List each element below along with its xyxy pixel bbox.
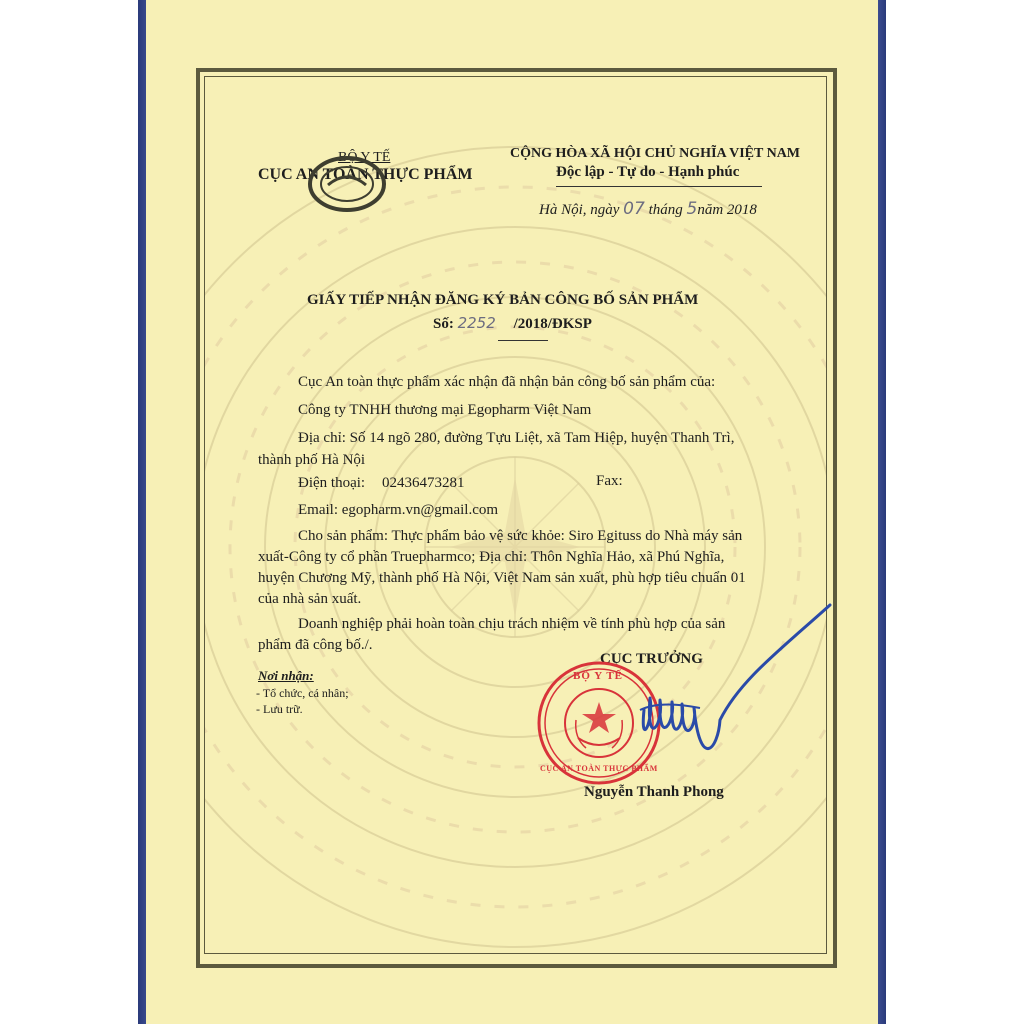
date-day-handwritten: 07 [623, 199, 645, 219]
number-suffix: /2018/ĐKSP [513, 316, 592, 332]
republic-name: CỘNG HÒA XÃ HỘI CHỦ NGHĨA VIỆT NAM [510, 146, 801, 161]
document-number [433, 314, 592, 333]
document-title: GIẤY TIẾP NHẬN ĐĂNG KÝ BẢN CÔNG BỐ SẢN PHẨM [307, 292, 699, 308]
motto-underline [556, 186, 762, 187]
product-line-3: huyện Chương Mỹ, thành phố Hà Nội, Việt Nam sản xuất, phù hợp tiêu chuẩn 01 [258, 570, 746, 586]
recipients-label: Nơi nhận: [258, 668, 314, 683]
scan-edge-right-strip [878, 0, 886, 1024]
department-name: CỤC AN TOÀN THỰC PHẨM [258, 166, 473, 183]
product-line-1: Cho sản phẩm: Thực phẩm bảo vệ sức khỏe: Siro Egituss do Nhà máy sản [298, 528, 743, 544]
recipient-item: - Tổ chức, cá nhân; [256, 686, 349, 700]
recipient-item: - Lưu trữ. [256, 702, 303, 716]
phone-value: 02436473281 [382, 475, 465, 491]
seal-top-text: BỘ Y TẾ [573, 670, 623, 682]
number-handwritten: 2252 [457, 314, 496, 332]
national-motto: Độc lập - Tự do - Hạnh phúc [556, 164, 740, 180]
seal-bottom-text: CỤC AN TOÀN THỰC PHẨM [540, 764, 658, 773]
address-line-1: Địa chỉ: Số 14 ngõ 280, đường Tựu Liệt, xã Tam Hiệp, huyện Thanh Trì, [298, 430, 735, 446]
company-name: Công ty TNHH thương mại Egopharm Việt Nam [298, 402, 592, 418]
scan-margin-left [0, 0, 147, 1024]
product-line-4: của nhà sản xuất. [258, 591, 362, 607]
signature-mark [620, 600, 840, 780]
address-line-2: thành phố Hà Nội [258, 452, 366, 468]
date-prefix: Hà Nội, ngày [539, 202, 620, 218]
ministry-name: BỘ Y TẾ [338, 150, 391, 165]
date-month-word: tháng [648, 202, 683, 218]
responsibility-line-1: Doanh nghiệp phải hoàn toàn chịu trách nhiệm về tính phù hợp của sản [298, 616, 726, 632]
fax-label: Fax: [596, 473, 623, 489]
product-line-2: xuất-Công ty cổ phần Truepharmco; Địa chỉ: Thôn Nghĩa Hảo, xã Phú Nghĩa, [258, 549, 725, 565]
number-label: Số: [433, 316, 454, 332]
email-line: Email: egopharm.vn@gmail.com [298, 502, 499, 518]
signatory-name: Nguyễn Thanh Phong [584, 784, 724, 800]
phone-label: Điện thoại: [298, 475, 366, 491]
responsibility-line-2: phẩm đã công bố./. [258, 637, 373, 653]
intro-text: Cục An toàn thực phẩm xác nhận đã nhận bản công bố sản phẩm của: [298, 374, 716, 390]
date-month-handwritten: 5 [686, 199, 698, 219]
date-year: năm 2018 [697, 202, 757, 218]
signatory-title: CỤC TRƯỞNG [600, 651, 703, 667]
issue-date [539, 199, 757, 219]
number-underline [498, 340, 548, 341]
department-logo-icon [306, 155, 388, 213]
